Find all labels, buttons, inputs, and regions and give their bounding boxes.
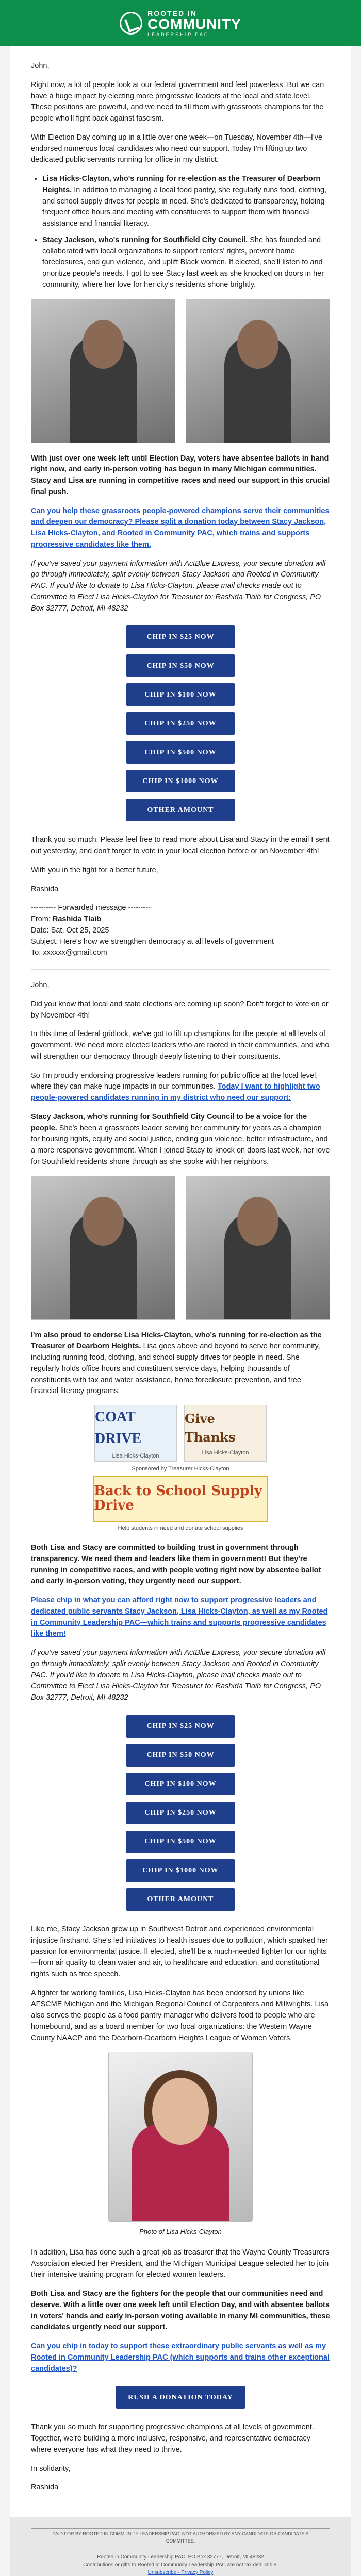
paragraph: Both Lisa and Stacy are the fighters for the people that our communities need and deserve. With a little over one week left until Election Day, and with absentee ballots in voters' hands and early in-person voting available in many MI communities, these candidates urgently need our support.: [31, 2290, 330, 2332]
candidate-photos: [31, 1176, 330, 1320]
donate-1000-button[interactable]: CHIP IN $1000 NOW: [126, 1859, 235, 1882]
highlight-link[interactable]: Today I want to highlight two people-powered candidates running in my district who need our support:: [31, 1082, 320, 1102]
candidate-lead: Lisa Hicks-Clayton, who's running for re-election as the Treasurer of Dearborn Heights.: [42, 175, 321, 194]
list-item: [42, 235, 330, 291]
donate-100-button[interactable]: CHIP IN $100 NOW: [126, 683, 235, 706]
donate-1000-button[interactable]: CHIP IN $1000 NOW: [126, 770, 235, 792]
paragraph: With Election Day coming up in a little over one week—on Tuesday, November 4th—I've endorsed numerous local candidates who need our support. Today I'm lifting up two dedicated public servants running for office in my district:: [31, 133, 323, 164]
flyer-sub: Lisa Hicks-Clayton: [112, 1452, 159, 1459]
email-header: [0, 0, 361, 46]
email-footer: [10, 2517, 351, 2576]
coat-drive-flyer: [94, 1405, 177, 1462]
logo-top: ROOTED IN: [147, 9, 197, 18]
from-name: Rashida Tlaib: [52, 915, 102, 923]
divider: [31, 969, 330, 970]
paragraph: With just over one week left until Election Day, voters have absentee ballots in hand right now, and early in-person voting has begun in many Michigan communities. Stacy and Lisa are running in competitive races and need our support in this crucial final push.: [31, 454, 330, 496]
forwarded-to: To: xxxxxx@gmail.com: [31, 948, 107, 957]
donate-50-button[interactable]: CHIP IN $50 NOW: [126, 1744, 235, 1767]
paragraph: Both Lisa and Stacy are committed to building trust in government through transparency. We need them and leaders like them in government! But they're running in competitive races, and with people voting right now by absentee ballot and early in-person voting, they urgently need our support.: [31, 1544, 321, 1586]
paragraph-text: So I'm proudly endorsing progressive leaders running for public office at the local level, where they can make huge impacts in our communities.: [31, 1071, 318, 1091]
head-shape: [83, 320, 124, 369]
greeting: John,: [31, 62, 50, 70]
candidate-photo: [186, 1176, 330, 1320]
forwarded-line: ---------- Forwarded message ---------: [31, 904, 151, 912]
paragraph: In solidarity,: [31, 2464, 71, 2473]
signature: Rashida: [31, 2483, 59, 2492]
donate-other-button[interactable]: OTHER AMOUNT: [126, 1888, 235, 1911]
give-thanks-flyer: [184, 1405, 267, 1462]
flyer-title: Give Thanks: [185, 1411, 236, 1445]
donate-25-button[interactable]: CHIP IN $25 NOW: [126, 1715, 235, 1738]
paragraph: A fighter for working families, Lisa Hicks-Clayton has been endorsed by unions like AFSCME Michigan and the Michigan Regional Council of Carpenters and Millwrights. Lisa also serves the people as a food pantry manager who delivers food to people who are homebound, and as a board member for two local organizations: the Western Wayne County NAACP and the Dearborn-Dearborn Heights League of Women Voters.: [31, 1989, 329, 2042]
pac-logo[interactable]: [120, 10, 241, 37]
signature: Rashida: [31, 885, 59, 893]
donate-link[interactable]: Can you help these grassroots people-powered champions serve their communities and deepen our democracy? Please split a donation today between Stacy Jackson, Lisa Hicks-Clayton, and Rooted in Community PAC, which trains and supports progressive candidates like them.: [31, 506, 330, 549]
flyer-sub: Lisa Hicks-Clayton: [202, 1449, 249, 1456]
candidate-list: [31, 174, 330, 291]
forwarded-date: Date: Sat, Oct 25, 2025: [31, 926, 109, 935]
list-item: [42, 174, 330, 230]
donate-button-stack: [31, 1715, 330, 1911]
paragraph: Did you know that local and state elections are coming up soon? Don't forget to vote on or by November 4th!: [31, 999, 329, 1020]
flyer-title: COAT DRIVE: [95, 1409, 142, 1447]
logo-text: [147, 10, 241, 37]
supply-drive-flyer: [93, 1476, 268, 1522]
paragraph: Like me, Stacy Jackson grew up in Southwest Detroit and experienced environmental injustice firsthand. She's led initiatives to health issues due to pollution, which sparked her passion for environmental justice. If elected, she'll be a much-needed fighter for our rights—from air quality to clean water and air, to healthcare and education, and constitutional rights such as free speech.: [31, 1925, 328, 1978]
paragraph: With you in the fight for a better future,: [31, 866, 158, 874]
email-body: [10, 46, 351, 2517]
donate-link[interactable]: Can you chip in today to support these extraordinary public servants as well as my Rooted in Community Leadership PAC (which supports and trains other exceptional candidates)?: [31, 2342, 330, 2373]
head-shape: [237, 320, 278, 369]
leaf-logo-icon: [120, 12, 142, 35]
candidate-photos: [31, 299, 330, 443]
candidate-lead: Stacy Jackson, who's running for Southfield City Council to be a voice for the people.: [31, 1112, 307, 1132]
donate-50-button[interactable]: CHIP IN $50 NOW: [126, 654, 235, 677]
candidate-text: She's been a grassroots leader serving her community for years as a champion for housing rights, equity and social justice, ending gun violence, better infrastructure, and a more responsive government. When I joined Stacy to knock on doors last week, her love for Southfield residents shone through as she spoke with her neighbors.: [31, 1124, 330, 1166]
candidate-text: In addition to managing a local food pantry, she regularly runs food, clothing, and school supply drives for people in need. She's dedicated to transparency, holding frequent office hours and meeting with constituents to support them with financial assistance and financial literacy.: [42, 185, 327, 228]
rush-donation-button[interactable]: RUSH A DONATION TODAY: [116, 2386, 245, 2409]
donate-link[interactable]: Please chip in what you can afford right now to support progressive leaders and dedicated public servants Stacy Jackson, Lisa Hicks-Clayton, as well as my Rooted in Community Leadership PAC—which trains and supports progressive candidates like them!: [31, 1596, 328, 1638]
donate-other-button[interactable]: OTHER AMOUNT: [126, 799, 235, 821]
candidate-text: She has founded and collaborated with local organizations to support renters' rights, prevent home foreclosures, end gun violence, and uplift Black women. If elected, she'll listen to and prioritize people's needs. I got to see Stacy last week as she knocked on doors in her community, where her love for her city's residents shone brightly.: [42, 235, 324, 289]
candidate-text: Lisa goes above and beyond to serve her community, including running food, clothing, and school supply drives for people in need. She regularly holds office hours and constituent service days, helping thousands of constituents with tax and water assistance, home foreclosure prevention, and free financial literacy programs.: [31, 1342, 320, 1396]
footer-address: Rooted in Community Leadership PAC, PO Box 32777, Detroit, MI 48232: [97, 2554, 264, 2560]
paragraph: In this time of federal gridlock, we've got to lift up champions for the people at all levels of government. We need more elected leaders who are rooted in their communities, and who will strengthen our democracy through deeply listening to their constituents.: [31, 1030, 330, 1061]
lisa-portrait: [108, 2052, 253, 2222]
forwarded-subject: Subject: Here's how we strengthen democracy at all levels of government: [31, 937, 274, 946]
disclaimer-text: If you've saved your payment information with ActBlue Express, your secure donation will go through immediately, split evenly between Stacy Jackson and Rooted in Community PAC. If you'd like to donate to Lisa Hicks-Clayton, please mail checks made out to Committee to Elect Lisa Hicks-Clayton for Treasurer to: Rashida Tlaib for Congress, PO Box 32777, Detroit, MI 48232: [31, 559, 326, 613]
head-shape: [152, 2078, 209, 2145]
photo-caption: Photo of Lisa Hicks-Clayton: [139, 2228, 222, 2236]
donate-25-button[interactable]: CHIP IN $25 NOW: [126, 625, 235, 648]
paragraph: Right now, a lot of people look at our federal government and feel powerless. But we can have a huge impact by electing more progressive leaders at the local and state level. These positions are powerful, and we need to fill them with grassroots champions for the people who'll fight back against fascism.: [31, 80, 324, 123]
greeting: John,: [31, 981, 50, 989]
donate-250-button[interactable]: CHIP IN $250 NOW: [126, 712, 235, 735]
candidate-photo: [31, 1176, 175, 1320]
candidate-lead: I'm also proud to endorse Lisa Hicks-Clayton, who's running for re-election as the Treasurer of Dearborn Heights.: [31, 1331, 322, 1351]
donate-500-button[interactable]: CHIP IN $500 NOW: [126, 741, 235, 764]
paragraph: Thank you so much. Please feel free to read more about Lisa and Stacy in the email I sent out yesterday, and don't forget to vote in your local election before or on November 4th!: [31, 836, 330, 855]
footer-links[interactable]: Unsubscribe · Privacy Policy: [147, 2570, 214, 2575]
sponsor-text: Sponsored by Treasurer Hicks-Clayton: [132, 1466, 229, 1472]
paragraph: Thank you so much for supporting progressive champions at all levels of government. Together, we're building a more inclusive, responsive, and representative democracy where everyone has what they need to thrive.: [31, 2423, 314, 2454]
head-shape: [83, 1197, 124, 1246]
candidate-photo: [31, 299, 175, 443]
candidate-lead: Stacy Jackson, who's running for Southfield City Council.: [42, 235, 248, 244]
donate-100-button[interactable]: CHIP IN $100 NOW: [126, 1773, 235, 1795]
forwarded-header: [31, 903, 330, 959]
footer-contributions: Contributions or gifts to Rooted in Community Leadership PAC are not tax deductible.: [83, 2562, 278, 2568]
flyer-sub: Help students in need and donate school supplies: [118, 1524, 243, 1531]
donate-250-button[interactable]: CHIP IN $250 NOW: [126, 1802, 235, 1824]
donate-button-stack: [31, 625, 330, 821]
disclaimer-text: If you've saved your payment information with ActBlue Express, your secure donation will go through immediately, split evenly between Stacy Jackson and Rooted in Community PAC. If you'd like to donate to Lisa Hicks-Clayton, please mail checks made out to Committee to Elect Lisa Hicks-Clayton for Treasurer to: Rashida Tlaib for Congress, PO Box 32777, Detroit, MI 48232: [31, 1649, 326, 1702]
from-label: From:: [31, 915, 51, 923]
flyer-title: Back to School Supply Drive: [94, 1483, 262, 1513]
candidate-photo: [186, 299, 330, 443]
rush-button-wrap: [31, 2386, 330, 2409]
donate-500-button[interactable]: CHIP IN $500 NOW: [126, 1831, 235, 1853]
logo-sub: LEADERSHIP PAC: [147, 31, 209, 37]
legal-disclaimer: PAID FOR BY ROOTED IN COMMUNITY LEADERSHIP PAC. NOT AUTHORIZED BY ANY CANDIDATE OR CANDIDATE'S COMMITTEE.: [31, 2528, 330, 2547]
flyer-row: [31, 1405, 330, 1462]
head-shape: [237, 1197, 278, 1246]
logo-main: COMMUNITY: [147, 15, 241, 32]
paragraph: In addition, Lisa has done such a great job as treasurer that the Wayne County Treasurers Association elected her President, and the Michigan Municipal League selected her to join their intensive training program for elected women leaders.: [31, 2248, 330, 2279]
